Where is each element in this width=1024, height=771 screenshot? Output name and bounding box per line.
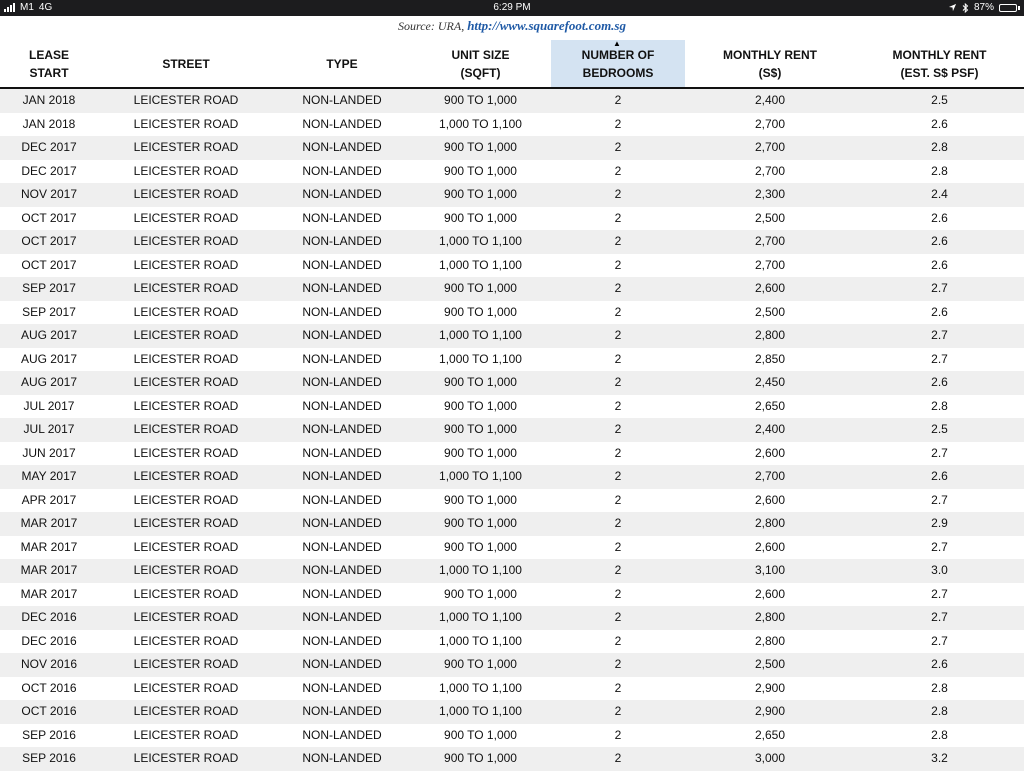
bedrooms-cell: 2 — [614, 210, 622, 225]
rent-psf-cell: 3.0 — [931, 563, 948, 577]
monthly-rent-cell: 2,600 — [754, 281, 786, 295]
rent-psf-cell: 2.7 — [931, 351, 948, 366]
bedrooms-cell: 2 — [614, 539, 622, 554]
table-row[interactable] — [0, 395, 1024, 419]
rent-psf-cell: 3.2 — [931, 751, 948, 765]
status-bar — [0, 0, 1024, 16]
lease-start-cell: MAY 2017 — [21, 469, 77, 483]
monthly-rent-cell: 2,700 — [754, 257, 786, 272]
bedrooms-cell: 2 — [614, 680, 622, 695]
rent-psf-cell: 2.7 — [931, 586, 948, 601]
unit-size-cell: 900 TO 1,000 — [444, 93, 517, 107]
unit-size-cell: 900 TO 1,000 — [444, 727, 517, 742]
street-cell: LEICESTER ROAD — [133, 116, 239, 131]
type-cell: NON-LANDED — [302, 563, 382, 577]
type-cell: NON-LANDED — [302, 727, 382, 742]
type-cell: NON-LANDED — [302, 187, 382, 201]
bedrooms-cell: 2 — [614, 751, 622, 765]
header-monthly-rent-psf[interactable]: MONTHLY RENT (EST. S$ PSF) — [892, 47, 987, 80]
street-cell: LEICESTER ROAD — [133, 281, 239, 295]
rent-psf-cell: 2.5 — [931, 422, 948, 436]
lease-start-cell: MAR 2017 — [20, 516, 78, 530]
unit-size-cell: 1,000 TO 1,100 — [439, 234, 522, 248]
monthly-rent-cell: 2,650 — [754, 398, 786, 413]
street-cell: LEICESTER ROAD — [133, 187, 239, 201]
type-cell: NON-LANDED — [302, 163, 382, 178]
lease-start-cell: AUG 2017 — [20, 351, 78, 366]
unit-size-cell: 900 TO 1,000 — [444, 163, 517, 178]
table-body — [0, 89, 1024, 771]
monthly-rent-cell: 2,500 — [754, 210, 786, 225]
monthly-rent-cell: 2,600 — [754, 586, 786, 601]
battery-percent: 87% — [973, 2, 994, 13]
monthly-rent-cell: 2,900 — [754, 680, 786, 695]
header-monthly-rent[interactable]: MONTHLY RENT (S$) — [722, 47, 817, 80]
bedrooms-cell: 2 — [614, 187, 622, 201]
bedrooms-cell: 2 — [614, 704, 622, 718]
bluetooth-icon — [962, 3, 969, 13]
table-row[interactable] — [0, 301, 1024, 325]
street-cell: LEICESTER ROAD — [133, 351, 239, 366]
battery-icon — [999, 4, 1020, 12]
rent-psf-cell: 2.7 — [931, 445, 948, 460]
rent-psf-cell: 2.8 — [931, 398, 948, 413]
unit-size-cell: 900 TO 1,000 — [444, 751, 517, 765]
type-cell: NON-LANDED — [302, 539, 382, 554]
rent-psf-cell: 2.7 — [931, 610, 948, 624]
street-cell: LEICESTER ROAD — [133, 375, 239, 389]
lease-start-cell: NOV 2017 — [20, 187, 78, 201]
lease-start-cell: JAN 2018 — [22, 116, 76, 131]
bedrooms-cell: 2 — [614, 610, 622, 624]
street-cell: LEICESTER ROAD — [133, 398, 239, 413]
monthly-rent-cell: 2,600 — [754, 492, 786, 507]
street-cell: LEICESTER ROAD — [133, 257, 239, 272]
table-row[interactable] — [0, 160, 1024, 184]
rent-psf-cell: 2.6 — [931, 116, 948, 131]
monthly-rent-cell: 2,400 — [754, 93, 786, 107]
lease-start-cell: MAR 2017 — [20, 539, 78, 554]
lease-start-cell: DEC 2016 — [21, 610, 77, 624]
lease-start-cell: OCT 2017 — [21, 210, 77, 225]
table-row[interactable] — [0, 207, 1024, 231]
type-cell: NON-LANDED — [302, 281, 382, 295]
type-cell: NON-LANDED — [302, 492, 382, 507]
monthly-rent-cell: 2,450 — [754, 375, 786, 389]
unit-size-cell: 1,000 TO 1,100 — [439, 610, 522, 624]
unit-size-cell: 900 TO 1,000 — [444, 375, 517, 389]
type-cell: NON-LANDED — [302, 422, 382, 436]
rent-psf-cell: 2.6 — [931, 469, 948, 483]
type-cell: NON-LANDED — [302, 680, 382, 695]
unit-size-cell: 900 TO 1,000 — [444, 398, 517, 413]
street-cell: LEICESTER ROAD — [133, 422, 239, 436]
header-unit-size[interactable]: UNIT SIZE (SQFT) — [451, 47, 510, 80]
type-cell: NON-LANDED — [302, 751, 382, 765]
lease-start-cell: DEC 2017 — [21, 163, 77, 178]
unit-size-cell: 1,000 TO 1,100 — [439, 563, 522, 577]
lease-start-cell: JUN 2017 — [22, 445, 76, 460]
rent-psf-cell: 2.7 — [931, 539, 948, 554]
unit-size-cell: 1,000 TO 1,100 — [439, 704, 522, 718]
street-cell: LEICESTER ROAD — [133, 93, 239, 107]
street-cell: LEICESTER ROAD — [133, 492, 239, 507]
monthly-rent-cell: 2,800 — [754, 328, 786, 342]
unit-size-cell: 1,000 TO 1,100 — [439, 469, 522, 483]
monthly-rent-cell: 3,000 — [754, 751, 786, 765]
table-row[interactable] — [0, 89, 1024, 113]
bedrooms-cell: 2 — [614, 234, 622, 248]
rent-psf-cell: 2.8 — [931, 140, 948, 154]
type-cell: NON-LANDED — [302, 398, 382, 413]
bedrooms-cell: 2 — [614, 351, 622, 366]
monthly-rent-cell: 2,600 — [754, 539, 786, 554]
type-cell: NON-LANDED — [302, 657, 382, 671]
unit-size-cell: 900 TO 1,000 — [444, 210, 517, 225]
type-cell: NON-LANDED — [302, 210, 382, 225]
bedrooms-cell: 2 — [614, 281, 622, 295]
lease-start-cell: DEC 2017 — [21, 140, 77, 154]
lease-start-cell: SEP 2016 — [22, 751, 76, 765]
lease-start-cell: DEC 2016 — [21, 633, 77, 648]
type-cell: NON-LANDED — [302, 351, 382, 366]
bedrooms-cell: 2 — [614, 304, 622, 319]
unit-size-cell: 900 TO 1,000 — [444, 445, 517, 460]
carrier-label: M1 — [20, 2, 34, 13]
rent-psf-cell: 2.7 — [931, 328, 948, 342]
rent-psf-cell: 2.8 — [931, 704, 948, 718]
bedrooms-cell: 2 — [614, 657, 622, 671]
rent-psf-cell: 2.8 — [931, 680, 948, 695]
table-row[interactable] — [0, 512, 1024, 536]
source-prefix: Source: URA, — [398, 19, 465, 33]
bedrooms-cell: 2 — [614, 116, 622, 131]
header-lease-start[interactable]: LEASE START — [28, 47, 69, 80]
street-cell: LEICESTER ROAD — [133, 633, 239, 648]
table-header — [0, 40, 1024, 87]
clock: 6:29 PM — [493, 2, 531, 13]
sort-ascending-icon: ▲ — [613, 39, 621, 48]
table-row[interactable] — [0, 559, 1024, 583]
lease-start-cell: JAN 2018 — [22, 93, 76, 107]
type-cell: NON-LANDED — [302, 445, 382, 460]
type-cell: NON-LANDED — [302, 140, 382, 154]
type-cell: NON-LANDED — [302, 469, 382, 483]
lease-start-cell: APR 2017 — [21, 492, 77, 507]
table-row[interactable] — [0, 677, 1024, 701]
unit-size-cell: 1,000 TO 1,100 — [439, 633, 522, 648]
table-row[interactable] — [0, 630, 1024, 654]
type-cell: NON-LANDED — [302, 257, 382, 272]
location-arrow-icon — [948, 3, 957, 12]
bedrooms-cell: 2 — [614, 727, 622, 742]
lease-start-cell: SEP 2016 — [22, 727, 76, 742]
unit-size-cell: 900 TO 1,000 — [444, 422, 517, 436]
street-cell: LEICESTER ROAD — [133, 445, 239, 460]
rent-psf-cell: 2.6 — [931, 375, 948, 389]
street-cell: LEICESTER ROAD — [133, 210, 239, 225]
bedrooms-cell: 2 — [614, 633, 622, 648]
unit-size-cell: 900 TO 1,000 — [444, 657, 517, 671]
type-cell: NON-LANDED — [302, 610, 382, 624]
street-cell: LEICESTER ROAD — [133, 563, 239, 577]
street-cell: LEICESTER ROAD — [133, 304, 239, 319]
lease-start-cell: OCT 2016 — [21, 680, 77, 695]
table-row[interactable] — [0, 324, 1024, 348]
table-row[interactable] — [0, 583, 1024, 607]
table-row[interactable] — [0, 254, 1024, 278]
bedrooms-cell: 2 — [614, 93, 622, 107]
type-cell: NON-LANDED — [302, 93, 382, 107]
header-number-of-bedrooms[interactable]: NUMBER OF BEDROOMS — [581, 47, 655, 80]
bedrooms-cell: 2 — [614, 469, 622, 483]
street-cell: LEICESTER ROAD — [133, 234, 239, 248]
street-cell: LEICESTER ROAD — [133, 657, 239, 671]
monthly-rent-cell: 2,600 — [754, 445, 786, 460]
network-label: 4G — [38, 2, 53, 13]
bedrooms-cell: 2 — [614, 375, 622, 389]
table-row[interactable] — [0, 653, 1024, 677]
bedrooms-cell: 2 — [614, 586, 622, 601]
unit-size-cell: 900 TO 1,000 — [444, 281, 517, 295]
bedrooms-cell: 2 — [614, 328, 622, 342]
type-cell: NON-LANDED — [302, 633, 382, 648]
header-street[interactable]: STREET — [162, 56, 210, 71]
rent-psf-cell: 2.6 — [931, 210, 948, 225]
table-row[interactable] — [0, 230, 1024, 254]
monthly-rent-cell: 2,700 — [754, 140, 786, 154]
bedrooms-cell: 2 — [614, 422, 622, 436]
unit-size-cell: 900 TO 1,000 — [444, 140, 517, 154]
bedrooms-cell: 2 — [614, 140, 622, 154]
monthly-rent-cell: 3,100 — [754, 563, 786, 577]
table-row[interactable] — [0, 465, 1024, 489]
monthly-rent-cell: 2,900 — [754, 704, 786, 718]
unit-size-cell: 900 TO 1,000 — [444, 304, 517, 319]
monthly-rent-cell: 2,700 — [754, 469, 786, 483]
source-link[interactable]: http://www.squarefoot.com.sg — [467, 18, 626, 33]
unit-size-cell: 900 TO 1,000 — [444, 492, 517, 507]
rent-psf-cell: 2.7 — [931, 633, 948, 648]
street-cell: LEICESTER ROAD — [133, 586, 239, 601]
street-cell: LEICESTER ROAD — [133, 539, 239, 554]
unit-size-cell: 1,000 TO 1,100 — [439, 257, 522, 272]
monthly-rent-cell: 2,500 — [754, 657, 786, 671]
monthly-rent-cell: 2,650 — [754, 727, 786, 742]
table-row[interactable] — [0, 442, 1024, 466]
monthly-rent-cell: 2,800 — [754, 633, 786, 648]
rent-psf-cell: 2.6 — [931, 257, 948, 272]
lease-start-cell: SEP 2017 — [22, 304, 76, 319]
type-cell: NON-LANDED — [302, 375, 382, 389]
lease-start-cell: OCT 2017 — [21, 234, 77, 248]
table-row[interactable] — [0, 700, 1024, 724]
type-cell: NON-LANDED — [302, 304, 382, 319]
lease-start-cell: OCT 2016 — [21, 704, 77, 718]
table-row[interactable] — [0, 136, 1024, 160]
rent-psf-cell: 2.7 — [931, 492, 948, 507]
table-row[interactable] — [0, 183, 1024, 207]
bedrooms-cell: 2 — [614, 163, 622, 178]
monthly-rent-cell: 2,700 — [754, 163, 786, 178]
unit-size-cell: 900 TO 1,000 — [444, 539, 517, 554]
table-row[interactable] — [0, 536, 1024, 560]
table-row[interactable] — [0, 277, 1024, 301]
rent-psf-cell: 2.9 — [931, 516, 948, 530]
monthly-rent-cell: 2,800 — [754, 610, 786, 624]
monthly-rent-cell: 2,500 — [754, 304, 786, 319]
street-cell: LEICESTER ROAD — [133, 516, 239, 530]
street-cell: LEICESTER ROAD — [133, 140, 239, 154]
unit-size-cell: 900 TO 1,000 — [444, 187, 517, 201]
type-cell: NON-LANDED — [302, 234, 382, 248]
rent-psf-cell: 2.8 — [931, 163, 948, 178]
lease-start-cell: MAR 2017 — [20, 586, 78, 601]
bedrooms-cell: 2 — [614, 563, 622, 577]
unit-size-cell: 1,000 TO 1,100 — [439, 351, 522, 366]
rent-psf-cell: 2.8 — [931, 727, 948, 742]
rent-psf-cell: 2.6 — [931, 304, 948, 319]
lease-start-cell: SEP 2017 — [22, 281, 76, 295]
bedrooms-cell: 2 — [614, 398, 622, 413]
bedrooms-cell: 2 — [614, 257, 622, 272]
street-cell: LEICESTER ROAD — [133, 727, 239, 742]
type-cell: NON-LANDED — [302, 116, 382, 131]
street-cell: LEICESTER ROAD — [133, 704, 239, 718]
monthly-rent-cell: 2,700 — [754, 116, 786, 131]
status-bar-right — [948, 2, 1020, 13]
street-cell: LEICESTER ROAD — [133, 469, 239, 483]
monthly-rent-cell: 2,300 — [754, 187, 786, 201]
type-cell: NON-LANDED — [302, 516, 382, 530]
bedrooms-cell: 2 — [614, 445, 622, 460]
lease-start-cell: AUG 2017 — [20, 375, 78, 389]
bedrooms-cell: 2 — [614, 492, 622, 507]
lease-start-cell: MAR 2017 — [20, 563, 78, 577]
unit-size-cell: 1,000 TO 1,100 — [439, 680, 522, 695]
unit-size-cell: 900 TO 1,000 — [444, 586, 517, 601]
table-row[interactable] — [0, 489, 1024, 513]
rent-psf-cell: 2.4 — [931, 187, 948, 201]
monthly-rent-cell: 2,700 — [754, 234, 786, 248]
lease-start-cell: NOV 2016 — [20, 657, 78, 671]
table-row[interactable] — [0, 113, 1024, 137]
source-caption — [0, 18, 1024, 34]
street-cell: LEICESTER ROAD — [133, 751, 239, 765]
rent-psf-cell: 2.6 — [931, 234, 948, 248]
header-type[interactable]: TYPE — [326, 56, 358, 71]
table-row[interactable] — [0, 418, 1024, 442]
unit-size-cell: 900 TO 1,000 — [444, 516, 517, 530]
table-row[interactable] — [0, 348, 1024, 372]
lease-start-cell: AUG 2017 — [20, 328, 78, 342]
street-cell: LEICESTER ROAD — [133, 610, 239, 624]
lease-start-cell: JUL 2017 — [23, 422, 75, 436]
rent-psf-cell: 2.6 — [931, 657, 948, 671]
table-row[interactable] — [0, 724, 1024, 748]
type-cell: NON-LANDED — [302, 328, 382, 342]
bedrooms-cell: 2 — [614, 516, 622, 530]
street-cell: LEICESTER ROAD — [133, 328, 239, 342]
street-cell: LEICESTER ROAD — [133, 163, 239, 178]
rent-psf-cell: 2.7 — [931, 281, 948, 295]
monthly-rent-cell: 2,800 — [754, 516, 786, 530]
unit-size-cell: 1,000 TO 1,100 — [439, 328, 522, 342]
type-cell: NON-LANDED — [302, 704, 382, 718]
monthly-rent-cell: 2,400 — [754, 422, 786, 436]
lease-start-cell: OCT 2017 — [21, 257, 77, 272]
unit-size-cell: 1,000 TO 1,100 — [439, 116, 522, 131]
table-row[interactable] — [0, 371, 1024, 395]
lease-start-cell: JUL 2017 — [23, 398, 75, 413]
type-cell: NON-LANDED — [302, 586, 382, 601]
rent-psf-cell: 2.5 — [931, 93, 948, 107]
monthly-rent-cell: 2,850 — [754, 351, 786, 366]
street-cell: LEICESTER ROAD — [133, 680, 239, 695]
table-row[interactable] — [0, 606, 1024, 630]
